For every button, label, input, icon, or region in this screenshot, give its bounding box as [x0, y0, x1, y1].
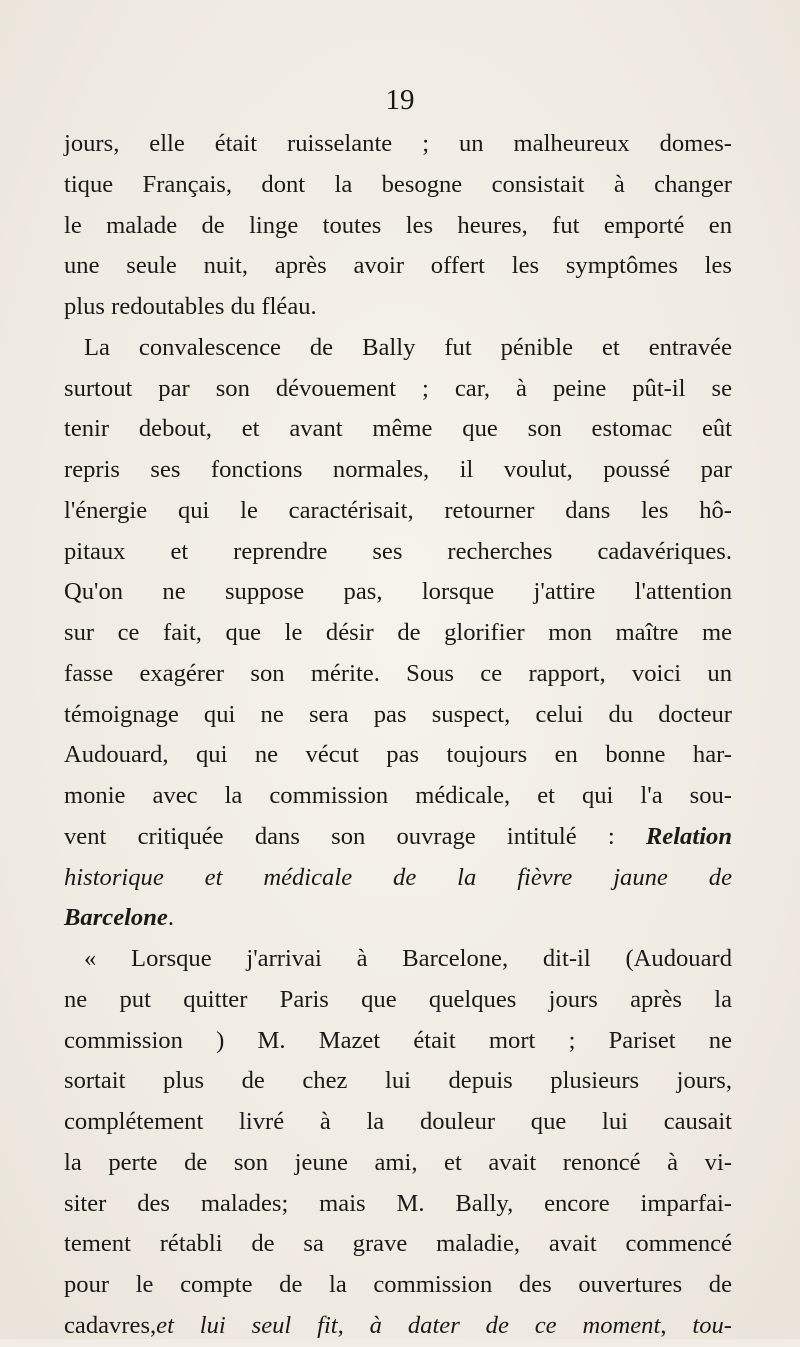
text-line: l'énergie qui le caractérisait, retourner dans les hô- [64, 496, 732, 524]
quote-line: sortait plus de chez lui depuis plusieurs jours, [64, 1067, 732, 1095]
italic-segment: tou- [692, 1311, 732, 1339]
text-line: sur ce fait, que le désir de glorifier mon maître me [64, 619, 732, 646]
text-segment: . [167, 904, 174, 932]
text-line: une seule nuit, après avoir offert les symptômes les [64, 252, 732, 280]
text-line: monie avec la commission médicale, et qui l'a sou- [64, 782, 732, 809]
text-line: repris ses fonctions normales, il voulut, poussé par [64, 456, 732, 483]
text-line: Qu'on ne suppose pas, lorsque j'attire l'attention [64, 578, 732, 606]
quote-line: la perte de son jeune ami, et avait renoncé à vi- [64, 1148, 732, 1176]
text-line: tique Français, dont la besogne consistait à changer [64, 170, 732, 198]
text-line: fasse exagérer son mérite. Sous ce rapport, voici un [64, 659, 732, 687]
text-line: témoignage qui ne sera pas suspect, celui du docteur [64, 700, 732, 728]
text-line: pitaux et reprendre ses recherches cadavériques. [64, 537, 732, 565]
quote-line: ne put quitter Paris que quelques jours après la [64, 985, 732, 1013]
quote-line: complétement livré à la douleur que lui causait [64, 1108, 732, 1135]
body-text [64, 124, 732, 1347]
text-line: plus redoutables du fléau. [64, 293, 317, 320]
text-line: historique et médicale de la fièvre jaune de [64, 863, 732, 891]
text-line: jours, elle était ruisselante ; un malheureux domes- [64, 130, 732, 157]
title-italic: Relation [645, 822, 732, 850]
quote-line [64, 1306, 732, 1347]
quote-line: tement rétabli de sa grave maladie, avait commencé [64, 1230, 732, 1258]
text-segment: , [660, 1311, 667, 1339]
text-line: Audouard, qui ne vécut pas toujours en bonne har- [64, 741, 732, 769]
text-line [64, 817, 732, 858]
quote-line: siter des malades; mais M. Bally, encore imparfai- [64, 1189, 732, 1217]
page-number: 19 [385, 84, 415, 116]
italic-segment: et lui seul fit, à dater de ce moment [156, 1311, 661, 1339]
quote-line: commission ) M. Mazet était mort ; Pariset ne [64, 1026, 732, 1054]
quote-line: « Lorsque j'arrivai à Barcelone, dit-il (Audouard [84, 945, 732, 972]
title-italic: Barcelone [64, 904, 168, 932]
quote-line: pour le compte de la commission des ouvertures de [64, 1271, 732, 1298]
text-segment: vent critiquée dans son ouvrage intitulé : [64, 822, 615, 850]
text-line: surtout par son dévouement ; car, à peine pût-il se [64, 374, 732, 402]
text-line: le malade de linge toutes les heures, fut emporté en [64, 211, 732, 239]
text-segment: cadavres, [64, 1311, 157, 1339]
text-line [64, 898, 732, 939]
text-line: tenir debout, et avant même que son estomac eût [64, 415, 732, 443]
text-line: La convalescence de Bally fut pénible et entravée [84, 333, 732, 361]
